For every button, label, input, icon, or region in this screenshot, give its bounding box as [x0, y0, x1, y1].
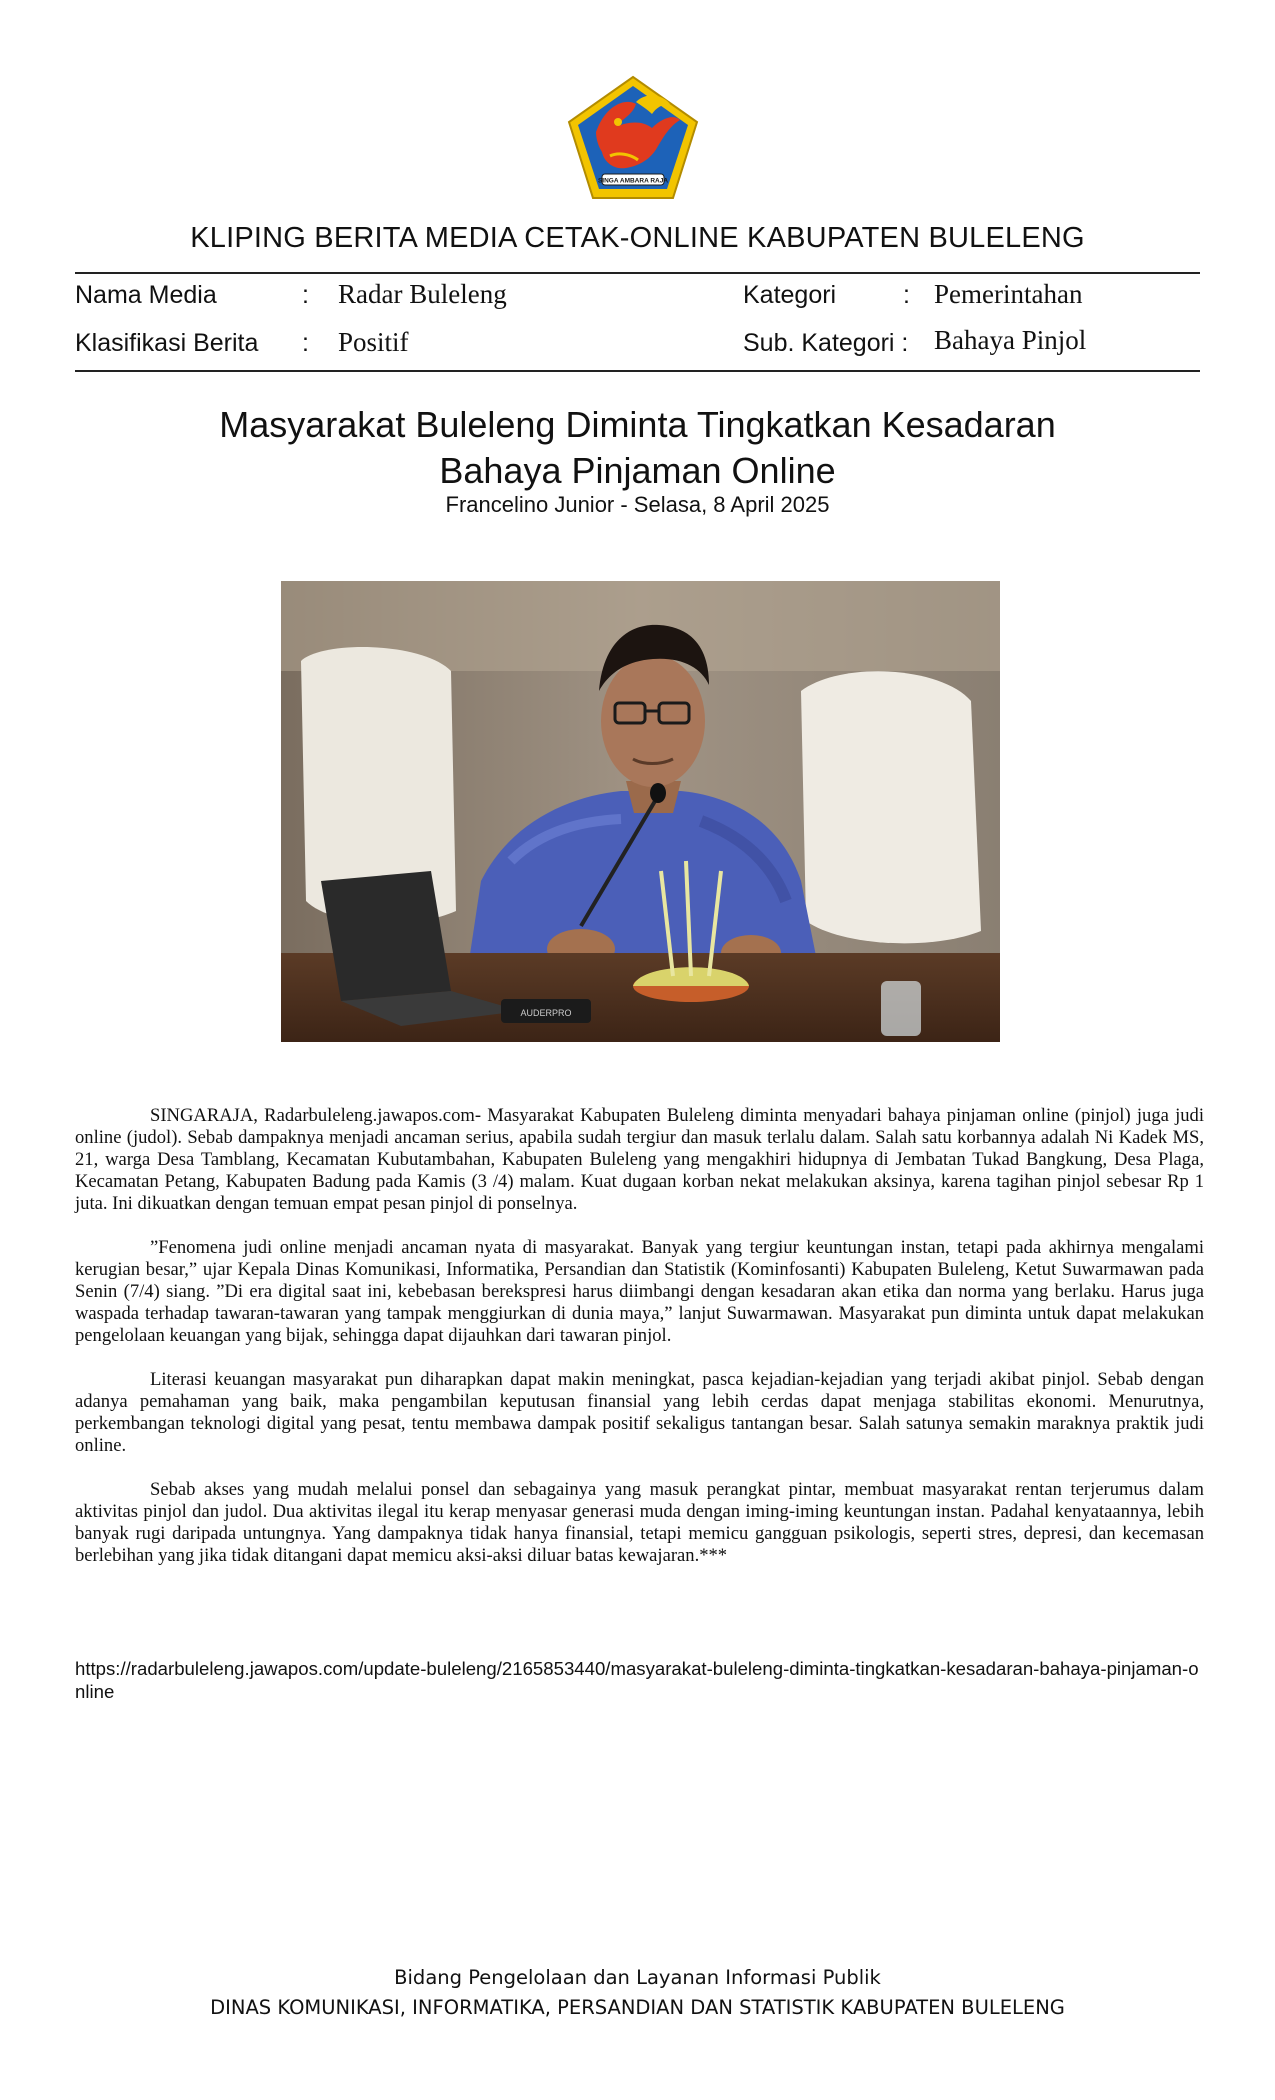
- article-paragraph-3: Literasi keuangan masyarakat pun diharapkan dapat makin meningkat, pasca kejadian-kejadian yang terjadi akibat pinjol. Sebab dengan adanya pemahaman yang baik, maka pengambilan keputusan finansial yang lebih cerdas dapat menjaga stabilitas ekonomi. Menurutnya, perkembangan teknologi digital yang pesat, tentu membawa dampak positif sekaligus tantangan besar. Salah satunya semakin maraknya praktik judi online.: [75, 1369, 1204, 1456]
- article-title-line1: Masyarakat Buleleng Diminta Tingkatkan Kesadaran: [219, 404, 1056, 445]
- media-name-value: Radar Buleleng: [338, 279, 507, 309]
- article-byline: Francelino Junior - Selasa, 8 April 2025: [445, 492, 830, 517]
- logo-motto: SINGA AMBARA RAJA: [597, 177, 669, 185]
- article-body: [75, 1105, 1204, 1589]
- classification-colon: :: [302, 329, 309, 357]
- subcategory-label: Sub. Kategori :: [743, 329, 909, 357]
- article-paragraph-1: SINGARAJA, Radarbuleleng.jawapos.com- Masyarakat Kabupaten Buleleng diminta menyadari bahaya pinjaman online (pinjol) juga judi online (judol). Sebab dampaknya menjadi ancaman serius, apabila sudah tergiur dan masuk terlalu dalam. Salah satu korbannya adalah Ni Kadek MS, 21, warga Desa Tamblang, Kecamatan Kubutambahan, Kabupaten Buleleng yang mengakhiri hidupnya di Jembatan Tukad Bangkung, Desa Plaga, Kecamatan Petang, Kabupaten Badung pada Kamis (3 /4) malam. Kuat dugaan korban nekat melakukan aksinya, karena tagihan pinjol sebesar Rp 1 juta. Ini dikuatkan dengan temuan empat pesan pinjol di ponselnya.: [75, 1105, 1204, 1214]
- footer-agency: DINAS KOMUNIKASI, INFORMATIKA, PERSANDIAN DAN STATISTIK KABUPATEN BULELENG: [210, 1996, 1065, 2019]
- article-title: [0, 402, 1275, 494]
- mic-base-label: AUDERPRO: [520, 1008, 572, 1018]
- source-url: https://radarbuleleng.jawapos.com/update-buleleng/2165853440/masyarakat-buleleng-diminta-tingkatkan-kesadaran-bahaya-pinjaman-online: [75, 1658, 1199, 1702]
- buleleng-regency-emblem-icon: [566, 74, 700, 202]
- category-label: Kategori: [743, 281, 837, 309]
- article-photo: [281, 581, 1000, 1042]
- category-value: Pemerintahan: [934, 279, 1083, 309]
- article-paragraph-4: Sebab akses yang mudah melalui ponsel dan sebagainya yang masuk perangkat pintar, membuat masyarakat rentan terjerumus dalam aktivitas pinjol dan judol. Dua aktivitas ilegal itu kerap menyasar generasi muda dengan iming-iming keuntungan instan. Padahal kenyataannya, lebih banyak rugi daripada untungnya. Yang dampaknya tidak hanya finansial, tetapi memicu gangguan psikologis, seperti stres, depresi, dan kecemasan berlebihan yang jika tidak ditangani dapat memicu aksi-aksi diluar batas kewajaran.***: [75, 1479, 1204, 1566]
- media-name-colon: :: [302, 281, 309, 309]
- clipping-header-title: KLIPING BERITA MEDIA CETAK-ONLINE KABUPATEN BULELENG: [190, 222, 1085, 254]
- subcategory-value: Bahaya Pinjol: [934, 325, 1087, 355]
- footer-department: Bidang Pengelolaan dan Layanan Informasi Publik: [394, 1966, 881, 1989]
- classification-label: Klasifikasi Berita: [75, 329, 259, 357]
- header-rule-top: [75, 272, 1200, 274]
- article-title-line2: Bahaya Pinjaman Online: [439, 450, 836, 491]
- classification-value: Positif: [338, 327, 409, 357]
- category-colon: :: [903, 281, 910, 309]
- header-rule-bottom: [75, 370, 1200, 372]
- article-paragraph-2: ”Fenomena judi online menjadi ancaman nyata di masyarakat. Banyak yang tergiur keuntungan instan, tetapi pada akhirnya mengalami kerugian besar,” ujar Kepala Dinas Komunikasi, Informatika, Persandian dan Statistik (Kominfosanti) Kabupaten Buleleng, Ketut Suwarmawan pada Senin (7/4) siang. ”Di era digital saat ini, kebebasan berekspresi harus diimbangi dengan kesadaran akan etika dan norma yang berlaku. Harus juga waspada terhadap tawaran-tawaran yang tampak menggiurkan di dunia maya,” lanjut Suwarmawan. Masyarakat pun diminta untuk dapat melakukan pengelolaan keuangan yang bijak, sehingga dapat dijauhkan dari tawaran pinjol.: [75, 1237, 1204, 1346]
- media-name-label: Nama Media: [75, 281, 217, 309]
